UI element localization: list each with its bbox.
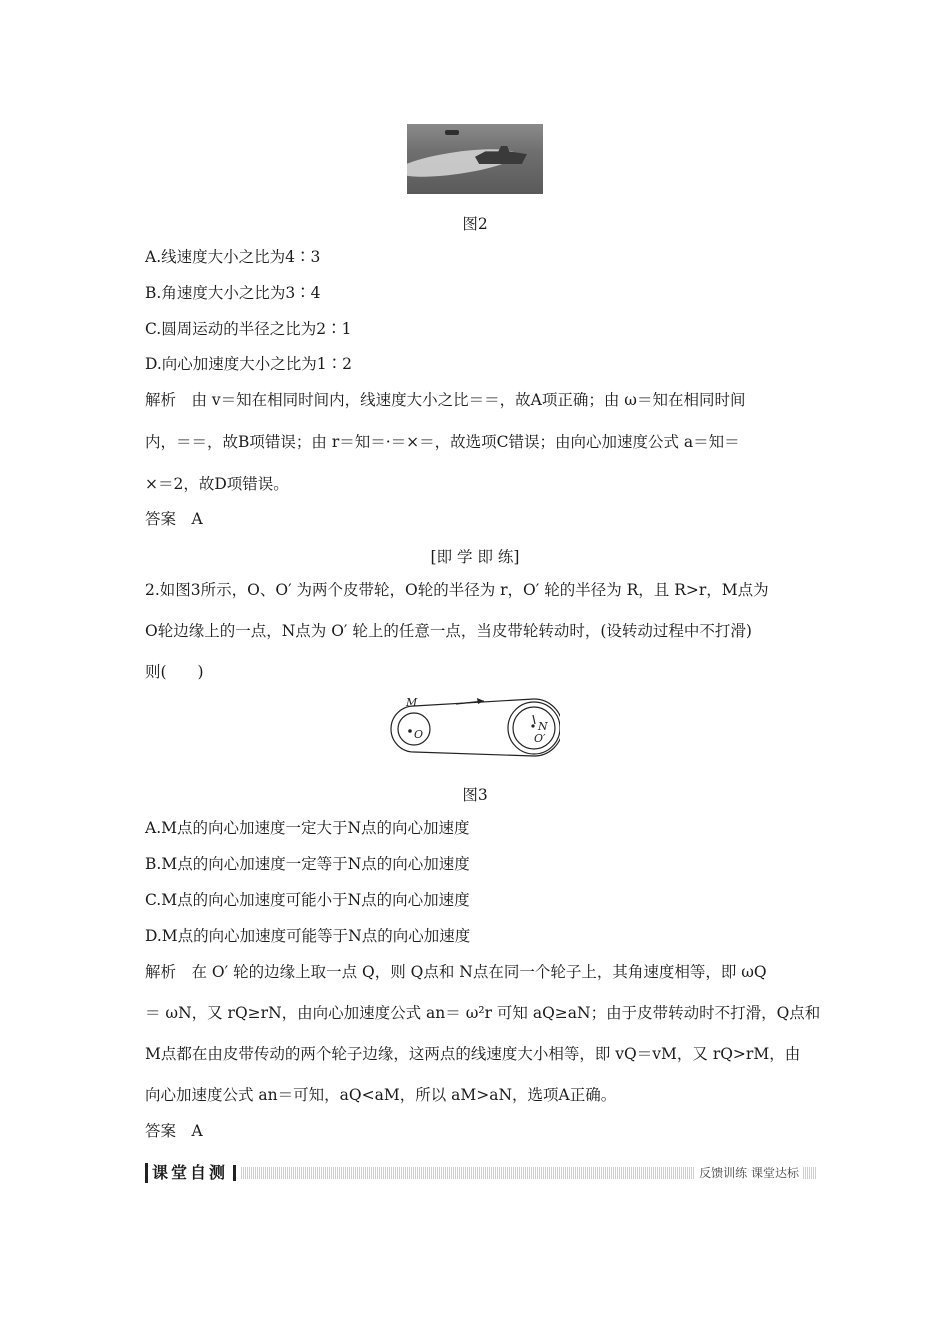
figure2-caption: 图2 (462, 215, 488, 233)
belt-bottom (414, 752, 534, 756)
q1-option-d: D.向心加速度大小之比为1∶2 (145, 355, 353, 373)
label-m: M (406, 696, 418, 709)
small-boat (445, 130, 459, 135)
q1-analysis-line: 解析 由 v＝知在相同时间内，线速度大小之比＝＝，故A项正确；由 ω＝知在相同时间 (145, 391, 746, 409)
label-n: N (538, 720, 548, 733)
q2-analysis-line: 向心加速度公式 an＝可知，aQ<aM，所以 aM>aN，选项A正确。 (145, 1086, 617, 1104)
q2-stem-line: O轮边缘上的一点，N点为 O′ 轮上的任意一点，当皮带轮转动时，(设转动过程中不打滑) (145, 622, 752, 640)
q2-stem-line: 2.如图3所示，O、O′ 为两个皮带轮，O轮的半径为 r，O′ 轮的半径为 R，且 R>r，M点为 (145, 581, 769, 599)
q2-option-a: A.M点的向心加速度一定大于N点的向心加速度 (145, 819, 470, 837)
pulley-o-prime-rim (508, 702, 560, 754)
radius-line (533, 715, 535, 724)
q2-stem-line: 则( ) (145, 663, 204, 681)
banner-right-label: 反馈训练 课堂达标 (695, 1163, 803, 1183)
figure3-belt-diagram (388, 694, 560, 758)
arrow-head (477, 698, 484, 704)
q2-option-d: D.M点的向心加速度可能等于N点的向心加速度 (145, 927, 471, 945)
q2-analysis-line: 解析 在 O′ 轮的边缘上取一点 Q，则 Q点和 N点在同一个轮子上，其角速度相等，即 ωQ (145, 963, 767, 981)
center-o-dot (408, 729, 412, 733)
q1-answer: 答案 A (145, 510, 203, 528)
q2-analysis-line: M点都在由皮带传动的两个轮子边缘，这两点的线速度大小相等，即 vQ＝vM，又 rQ>rM，由 (145, 1045, 801, 1063)
label-o: O (414, 728, 424, 741)
q2-option-b: B.M点的向心加速度一定等于N点的向心加速度 (145, 855, 470, 873)
section-banner (145, 1163, 817, 1183)
q2-answer: 答案 A (145, 1122, 203, 1140)
q1-analysis-line: ×＝2，故D项错误。 (145, 475, 289, 493)
banner-title: 课堂自测 (145, 1163, 228, 1183)
q1-analysis-line: 内，＝＝，故B项错误；由 r＝知＝·＝×＝，故选项C错误；由向心加速度公式 a＝知＝ (145, 433, 740, 451)
section-title: [即 学 即 练] (430, 548, 520, 566)
banner-divider (233, 1165, 236, 1181)
point-n-dot (531, 724, 534, 727)
figure2-photo (407, 124, 543, 194)
q2-analysis-line: ＝ ωN，又 rQ≥rN，由向心加速度公式 an＝ ω²r 可知 aQ≥aN；由于皮带转动时不打滑，Q点和 (145, 1004, 821, 1022)
label-o-prime: O′ (534, 732, 546, 745)
q1-option-b: B.角速度大小之比为3∶4 (145, 284, 321, 302)
figure3-caption: 图3 (462, 786, 488, 804)
q1-option-a: A.线速度大小之比为4∶3 (145, 248, 321, 266)
q1-option-c: C.圆周运动的半径之比为2∶1 (145, 320, 352, 338)
q2-option-c: C.M点的向心加速度可能小于N点的向心加速度 (145, 891, 470, 909)
